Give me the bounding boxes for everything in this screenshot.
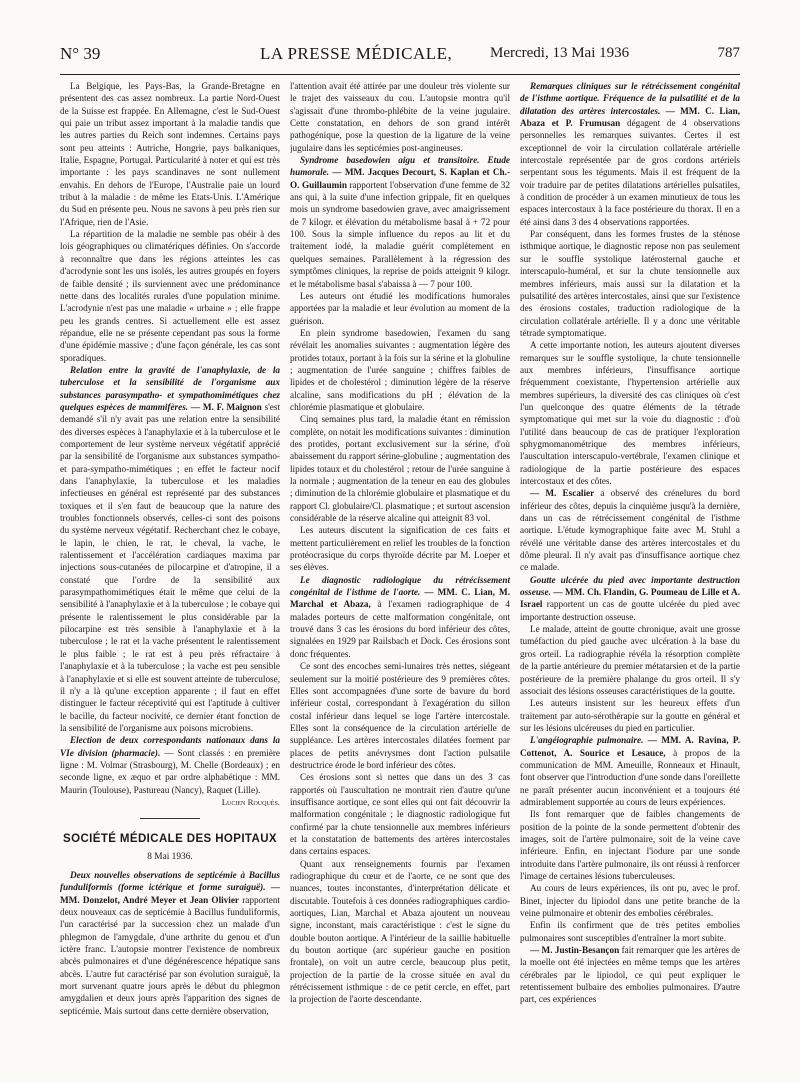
- column-3: [520, 80, 740, 1065]
- paragraph: A cette importante notion, les auteurs ajoutent diverses remarques sur le souffle systolique, la chute tensionnelle aux membres inférieurs, l'insuffisance aortique fréquemment coexistante, l'hypertension artérielle aux membres supérieurs, la diversité des cas cliniques où c'est l'un quelconque des quatre éléments de la tétrade symptomatique qui met sur la voie du diagnostic : d'où l'utilité dans beaucoup de cas de pratiquer l'exploration sphygmomanométrique des membres inférieurs, l'auscultation interscapulo-vertébrale, l'examen clinique et radiologique de la partie postérieure des espaces intercostaux et des côtes.: [520, 340, 740, 486]
- masthead: [60, 44, 740, 75]
- communication-title: Election de deux correspondants nationaux dans la VIe division (pharmacie).: [60, 735, 280, 758]
- session-date: 8 Mai 1936.: [147, 851, 193, 862]
- communication-text: dégagent de 4 observations personnelles les remarques suivantes. Certes il est exceptionnel de voir la circulation collatérale artérielle intercostale représentée par de gros cordons artériels serpentant sous les téguments. Mais il est fréquent de la voir traduire par de petites dilatations artérielles pulsatiles, à condition de procéder à un examen minutieux de tous les espaces intercostaux à la face postérieure du thorax. Il en a été ainsi dans 3 des 4 observations rapportées.: [520, 118, 740, 227]
- communication-author: — M. F. Maignon: [190, 401, 262, 412]
- paragraph: Par conséquent, dans les formes frustes de la sténose isthmique aortique, le diagnostic repose non pas seulement sur le souffle systolique latérosternal gauche et interscapulo-huméral, et sur la chute tensionnelle aux membres inférieurs, mais aussi sur la dilatation et la pulsatilité des artères intercostales, ainsi que sur l'existence des érosions costales, traduction radiologique de la circulation collatérale artérielle. Il y a donc une véritable tétrade symptomatique.: [520, 229, 740, 338]
- paragraph: La répartition de la maladie ne semble pas obéir à des lois géographiques ou climatériques définies. On s'accorde à reconnaître que dans les régions atteintes les cas d'acrodynie sont les uns isolés, les autres groupés en foyers de faible densité ; ils surviennent avec une prédominance nette dans des localités rurales d'une population minime. L'acrodynie n'est pas une maladie « urbaine » ; elle frappe peu les grands centres. Si actuellement elle est assez répandue, elle ne se présente cependant pas sous la forme d'une épidémie massive ; d'une façon générale, les cas sont sporadiques.: [60, 229, 280, 363]
- communication: [520, 944, 740, 1006]
- paragraph: l'attention avait été attirée par une douleur très violente sur le trajet des vaisseaux du cou. L'autopsie montra qu'il s'agissait d'une thrombo-phlébite de la veine jugulaire. Cette constatation, en dehors de son grand intérêt pathogénique, pose la question de la ligature de la veine jugulaire dans les septicémies post-angineuses.: [290, 81, 510, 153]
- communication: [520, 574, 740, 623]
- communication-author: — MM. Jacques Decourt, S. Kaplan et Ch.-O. Guillaumin: [290, 167, 510, 190]
- communication-title: L'angéiographie pulmonaire.: [530, 735, 644, 746]
- communication: [60, 734, 280, 796]
- issue-number: N° 39: [60, 44, 101, 63]
- column-2: [290, 80, 510, 1065]
- communication-author: — MM. C. Lian, Abaza et P. Frumusan: [520, 105, 740, 129]
- communication: [520, 734, 740, 808]
- communication-text: à propos de la communication de MM. Ameuille, Ronneaux et Hinault, font observer que l'introduction d'une sonde dans l'oreillette ne paraît présenter aucun inconvénient et a toujours été admirablement supportée au cours de leurs expériences.: [520, 747, 740, 807]
- communication-text: fait remarquer que les artères de la moelle ont été injectées en même temps que les artères cérébrales par le lipiodol, ce qui peut expliquer le retentissement bulbaire des embolies pulmonaires. D'autre part, ces expériences: [520, 945, 740, 1005]
- column-1: [60, 80, 280, 1065]
- paragraph: Les auteurs discutent la signification de ces faits et mettent particulièrement en relief les troubles de la fonction protéocrasique du corps thyroïde décrite par M. Loeper et ses élèves.: [290, 525, 510, 573]
- communication-author: — MM. A. Ravina, P. Cottenot, A. Sourice et Lesauce,: [520, 735, 740, 758]
- communication-text: a observé des crénelures du bord inférieur des côtes, depuis la cinquième jusqu'à la dernière, dans un cas de rétrécissement congénital de l'isthme aortique. L'étude kymographique faite avec M. Stuhl a révélé une véritable danse des artères intercostales et du dôme pleural. Il n'y avait pas d'insuffisance aortique chez ce malade.: [520, 488, 740, 573]
- communication-text: s'est demandé s'il n'y avait pas une relation entre la sensibilité des diverses espèces à l'anaphylaxie et à la tuberculose et le comportement de leur système nerveux végétatif apprécié par la sensibilité de l'organisme aux substances sympatho- et para-sympatho-mimétiques ; en effet le facteur nocif dans l'anaphylaxie, la tuberculose et les maladies infectieuses en général est représenté par des substances toxiques et il s'en faut de beaucoup que la nature des troubles fonctionnels observés, celles-ci sont des poisons du système nerveux végétatif. Recherchant chez le cobaye, le lapin, le chien, le rat, le cheval, la vache, le ralentissement et l'accélération cardiaques maxima par injections sous-cutanées de pilocarpine et d'atropine, il a constaté que l'ordre de la sensibilité aux parasympathomimétiques était le même que celui de la sensibilité à l'anaphylaxie et à la tuberculose ; le cobaye qui présente le ralentissement le plus considérable par la pilocarpine est très sensible à l'anaphylaxie et à la tuberculose ; le rat et la vache présentent le ralentissement le plus faible ; le rat est à peu près réfractaire à l'anaphylaxie et à la tuberculose ; la vache est peu sensible à l'anaphylaxie et si elle est souvent atteinte de tuberculose, il n'y a là qu'une exception apparente ; il faut en effet distinguer le facteur réceptivité qui est l'aptitude à cultiver le bacille, du facteur nocivité, ce dernier étant fonction de la sensibilité de l'organisme aux poisons microbiens.: [60, 401, 280, 733]
- communication: [520, 80, 740, 228]
- paragraph: Ce sont des encoches semi-lunaires très nettes, siégeant seulement sur la moitié postérieure des 9 premières côtes. Elles sont accompagnées d'une sorte de bavure du bord inférieur costal, correspondant à l'exagération du sillon costal inférieur dans lequel se loge l'artère intercostale. Elles sont la conséquence de la circulation artérielle de suppléance. Les artères intercostales dilatées forment par places de petits anévrysmes dont l'action pulsatile destructrice érode le bord inférieur des côtes.: [290, 661, 510, 770]
- paragraph: Cinq semaines plus tard, la maladie étant en rémission complète, on notait les modifications suivantes : diminution des protides, portant exclusivement sur la sérine, d'où abaissement du rapport sérine-globuline ; augmentation des lipides totaux et du cholestérol ; retour de l'urée sanguine à la normale ; augmentation de la teneur en eau des globules ; diminution de la chlorémie globulaire et plasmatique et du rapport Cl. globulaire/Cl. plasmatique ; et surtout ascension considérable de la réserve alcaline qui atteignit 83 vol.: [290, 414, 510, 524]
- communication-author: — M. Escalier: [530, 488, 595, 499]
- communication-title: Le diagnostic radiologique du rétrécissement congénital de l'isthme de l'aorte.: [290, 574, 510, 598]
- communication: [520, 487, 740, 573]
- communication-text: rapportent l'observation d'une femme de 32 ans qui, à la suite d'une infection grippale, fit en quelques mois un syndrome basedowien grave, avec amaigrissement de 7 kilogr. et élévation du métabolisme basal à + 72 pour 100. Sous la simple influence du repos au lit et du traitement iodé, la maladie guérit complètement en quelques semaines. Parallèlement à la régression des symptômes cliniques, la reprise de poids atteignit 9 kilogr. et le métabolisme basal s'abaissa à — 7 pour 100.: [290, 179, 510, 289]
- communication-author: — MM. Donzelot, André Meyer et Jean Olivier: [60, 882, 280, 905]
- paragraph: Enfin ils confirment que de très petites embolies pulmonaires sont susceptibles d'entraîner la mort subite.: [520, 920, 740, 943]
- paragraph: Ces érosions sont si nettes que dans un des 3 cas rapportés où l'auscultation ne montrait rien d'autre qu'une insuffisance aortique, ce sont elles qui ont fait découvrir la malformation congénitale ; le diagnostic radiologique fut confirmé par la chute tensionnelle aux membres inférieurs et la constatation de battements des artères intercostales dans certains espaces.: [290, 772, 510, 857]
- communication-text: rapportent un cas de goutte ulcérée du pied avec importante destruction osseuse.: [520, 599, 740, 622]
- communication-title: Relation entre la gravité de l'anaphylaxie, de la tuberculose et la sensibilité de l'organisme aux substances parasympatho- et sympathomimétiques chez quelques espèces de mammifères.: [60, 364, 280, 412]
- signature: Lucien Rouquès.: [221, 796, 280, 807]
- issue-date: Mercredi, 13 Mai 1936: [490, 45, 630, 61]
- communication-title: Syndrome basedowien aigu et transitoire. Etude humorale.: [290, 155, 510, 178]
- paragraph: La Belgique, les Pays-Bas, la Grande-Bretagne en présentent des cas assez nombreux. La partie Nord-Ouest de la Suisse est frappée. En Allemagne, c'est le Sud-Ouest qui paie un tribut assez important à la maladie tandis que les autres parties du Reich sont indemnes. Certains pays sont peu atteints : Autriche, Hongrie, pays balkaniques, Italie, Espagne, Portugal. Particularité à noter et qui est très importante : les pays scandinaves ne sont nullement envahis. En dehors de l'Europe, l'Australie paie un lourd tribut à la maladie : de même les Etats-Unis. L'Amérique du Sud en présente peu. Nous ne savons à peu près rien sur l'Afrique, rien de l'Asie.: [60, 81, 280, 227]
- paragraph: Le malade, atteint de goutte chronique, avait une grosse tuméfaction du pied gauche avec ulcération à la base du gros orteil. La radiographie révéla la résorption complète de la partie antérieure du premier métatarsien et de la partie postérieure de la première phalange du gros orteil. Il s'y associait des lésions osseuses caractéristiques de la goutte.: [520, 624, 740, 696]
- journal-title: LA PRESSE MÉDICALE,: [260, 44, 453, 63]
- communication: [290, 574, 510, 660]
- page-number: 787: [717, 45, 740, 61]
- divider: [140, 818, 200, 819]
- communication: [290, 154, 510, 290]
- paragraph: Quant aux renseignements fournis par l'examen radiographique du cœur et de l'aorte, ce ne sont que des nuances, toutes inconstantes, d'interprétation délicate et discutable. Toutefois à ces données radiographiques cardio-aortiques, Lian, Marchal et Abaza ajoutent un nouveau signe, inconstant, mais caractéristique : c'est le signe du double bouton aortique. A l'intérieur de la saillie habituelle du bouton aortique (arc supérieur gauche en position frontale), on voit un autre cercle, beaucoup plus petit, projection de la partie de la crosse située en aval du rétrécissement isthmique : de ce petit cercle, en effet, part la projection de l'aorte descendante.: [290, 858, 510, 1005]
- communication-author: — MM. Ch. Flandin, G. Poumeau de Lille et A. Israel: [520, 587, 740, 610]
- communication-title: Remarques cliniques sur le rétrécissement congénital de l'isthme aortique. Fréquence de la pulsatilité et de la dilatation des artères intercostales.: [520, 81, 740, 116]
- paragraph: Les auteurs ont étudié les modifications humorales apportées par la maladie et leur évolution au moment de la guérison.: [290, 290, 510, 326]
- communication-text: rapportent deux nouveaux cas de septicémie à Bacillus funduliformis, l'un caractérisé par la succession chez un malade d'un phlegmon de l'amygdale, d'une arthrite du genou et d'un ictère franc. L'autopsie montrer l'existence de nombreux abcès pulmonaires et d'une dégénérescence hépatique sans abcès. L'autre fut caractérisé par son évolution suraiguë, la mort survenant quatre jours après le début du phlegmon amygdalien et deux jours après l'apparition des signes de septicémie. Mais surtout dans cette dernière observation,: [60, 894, 280, 1016]
- section-heading: SOCIÉTÉ MÉDICALE DES HOPITAUX: [63, 833, 277, 846]
- paragraph: Les auteurs insistent sur les heureux effets d'un traitement par auto-sérothérapie sur la goutte en général et sur les lésions ulcéreuses du pied en particulier.: [520, 698, 740, 733]
- communication-text: à l'examen radiographique de 4 malades porteurs de cette malformation congénitale, ont trouvé dans 3 cas les érosions du bord inférieur des côtes, signalées en 1929 par Railsbach et Dock. Ces érosions sont donc fréquentes.: [290, 599, 510, 659]
- paragraph: Au cours de leurs expériences, ils ont pu, avec le prof. Binet, injecter du lipiodol dans une petite branche de la veine pulmonaire et obtenir des embolies cérébrales.: [520, 883, 740, 919]
- communication-author: — M. Justin-Besançon: [530, 945, 620, 956]
- communication-title: Deux nouvelles observations de septicémie à Bacillus funduliformis (forme ictérique et forme suraiguë).: [60, 869, 280, 893]
- paragraph: Ils font remarquer que de faibles changements de position de la pointe de la sonde permettent d'obtenir des images, soit de l'artère pulmonaire, soit de la veine cave inférieure. Enfin, en injectant l'iodure par une sonde introduite dans l'artère pulmonaire, ils ont réussi à renforcer l'image de certaines lésions tuberculeuses.: [520, 809, 740, 881]
- communication-title: Goutte ulcérée du pied avec importante destruction osseuse.: [520, 574, 740, 598]
- communication: [60, 364, 280, 734]
- communication-author: — MM. C. Lian, M. Marchal et Abaza,: [290, 587, 510, 610]
- communication: [60, 869, 280, 1017]
- communication-text: — Sont classés : en première ligne : M. Volmar (Strasbourg), M. Chelle (Bordeaux) ; en seconde ligne, ex æquo et par ordre alphabétique : MM. Maurin (Toulouse), Pastureau (Nancy), Raquet (Lille).: [60, 747, 280, 795]
- paragraph: En plein syndrome basedowien, l'examen du sang révélait les anomalies suivantes : augmentation légère des protides totaux, portant à la fois sur la sérine et la globuline ; augmentation de l'urée sanguine ; chiffres faibles de lipides et de cholestérol ; diminution légère de la réserve alcaline, sans modifications du pH ; élévation de la chlorémie plasmatique et globulaire.: [290, 327, 510, 412]
